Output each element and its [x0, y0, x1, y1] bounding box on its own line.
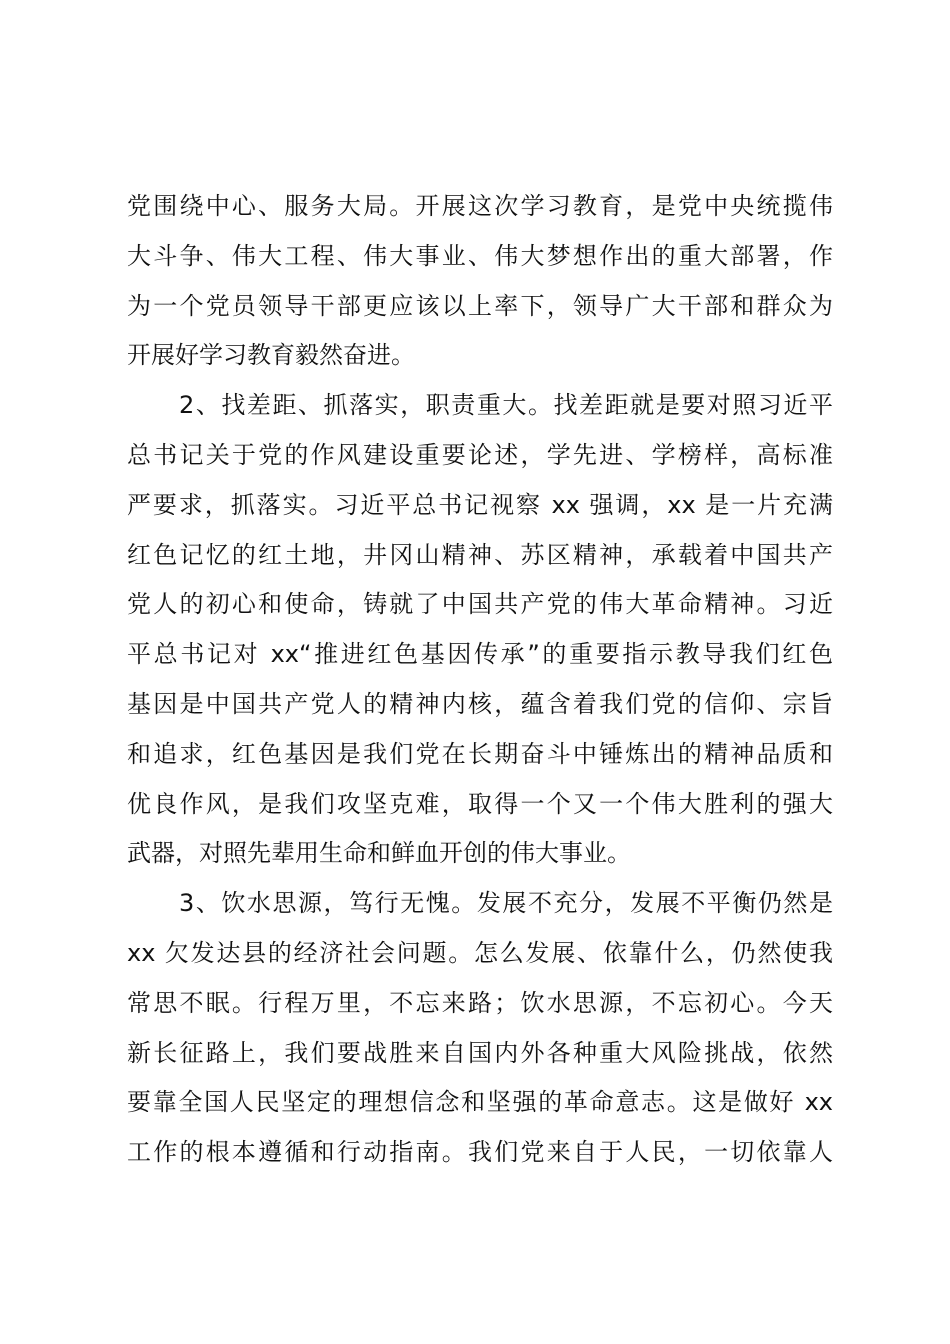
paragraph-3-line-1: 3、饮水思源，笃行无愧。发展不充分，发展不平衡仍然是 [179, 889, 833, 918]
paragraph-2-line-7: 基因是中国共产党人的精神内核，蕴含着我们党的信仰、宗旨 [127, 689, 833, 718]
paragraph-1-line-4: 开展好学习教育毅然奋进。 [127, 341, 415, 370]
paragraph-3-line-6: 工作的根本遵循和行动指南。我们党来自于人民，一切依靠人 [127, 1138, 833, 1167]
paragraph-1-line-2: 大斗争、伟大工程、伟大事业、伟大梦想作出的重大部署，作 [127, 241, 833, 270]
paragraph-2-line-5: 党人的初心和使命，铸就了中国共产党的伟大革命精神。习近 [127, 590, 833, 619]
paragraph-2-line-3: 严要求，抓落实。习近平总书记视察 xx 强调，xx 是一片充满 [127, 490, 833, 519]
paragraph-2-line-10: 武器，对照先辈用生命和鲜血开创的伟大事业。 [127, 839, 631, 868]
paragraph-3-line-2: xx 欠发达县的经济社会问题。怎么发展、依靠什么，仍然使我 [127, 938, 833, 967]
paragraph-2-line-2: 总书记关于党的作风建设重要论述，学先进、学榜样，高标准 [127, 440, 833, 469]
paragraph-2-line-1: 2、找差距、抓落实，职责重大。找差距就是要对照习近平 [179, 391, 833, 420]
paragraph-2-line-6: 平总书记对 xx“推进红色基因传承”的重要指示教导我们红色 [127, 640, 833, 669]
paragraph-1-line-3: 为一个党员领导干部更应该以上率下，领导广大干部和群众为 [127, 291, 833, 320]
paragraph-2-line-4: 红色记忆的红土地，井冈山精神、苏区精神，承载着中国共产 [127, 540, 833, 569]
paragraph-2-line-8: 和追求，红色基因是我们党在长期奋斗中锤炼出的精神品质和 [127, 739, 833, 768]
paragraph-3-line-3: 常思不眠。行程万里，不忘来路；饮水思源，不忘初心。今天 [127, 988, 833, 1017]
paragraph-1-line-1: 党围绕中心、服务大局。开展这次学习教育，是党中央统揽伟 [127, 192, 833, 220]
paragraph-2-line-9: 优良作风，是我们攻坚克难，取得一个又一个伟大胜利的强大 [127, 789, 833, 818]
paragraph-3-line-4: 新长征路上，我们要战胜来自国内外各种重大风险挑战，依然 [127, 1038, 833, 1067]
paragraph-3-line-5: 要靠全国人民坚定的理想信念和坚强的革命意志。这是做好 xx [127, 1088, 833, 1117]
document-body [127, 182, 833, 1178]
